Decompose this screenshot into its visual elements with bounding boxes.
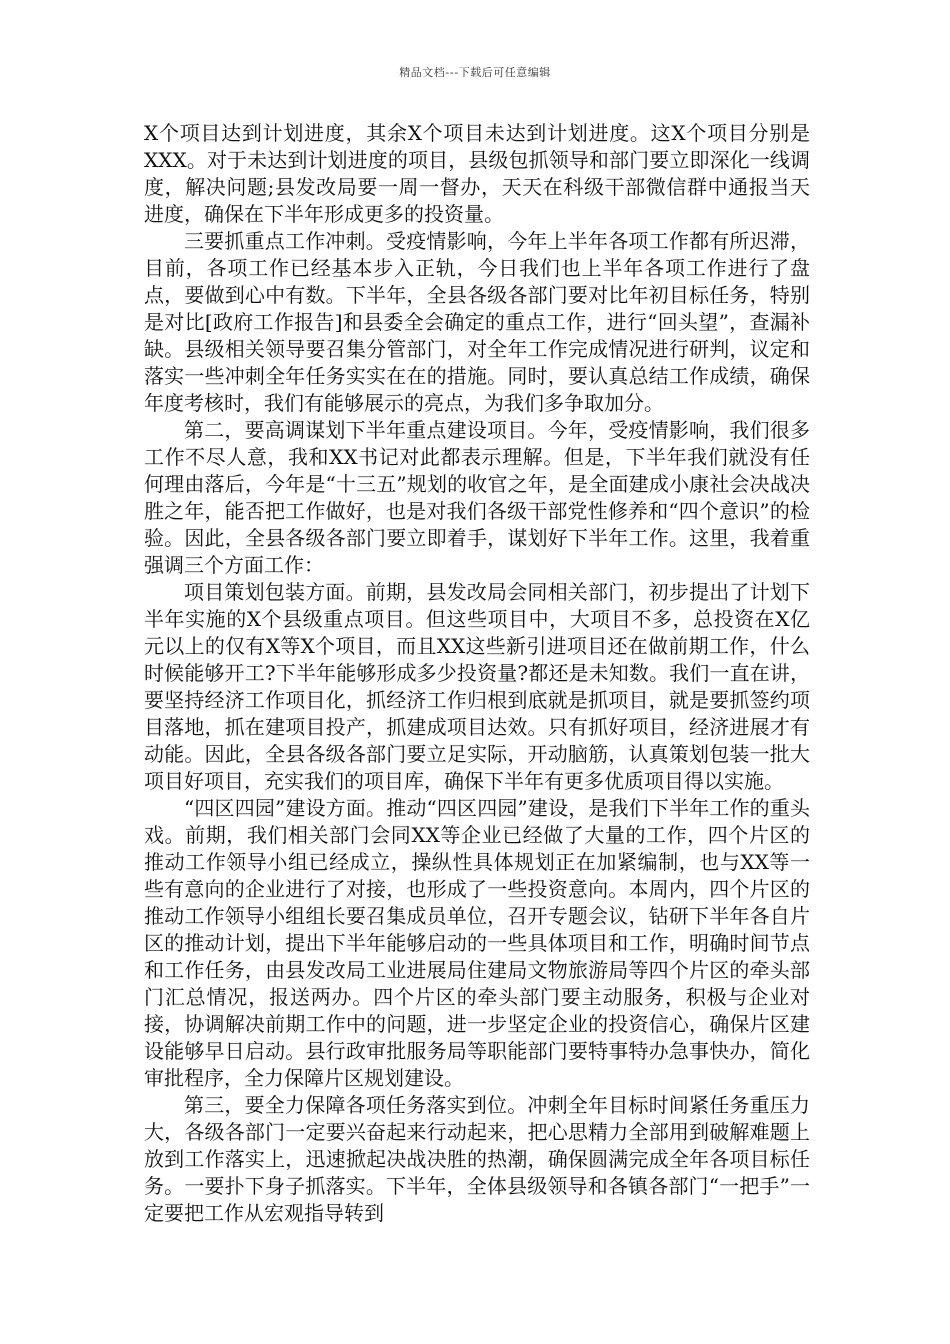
paragraph-continued: X个项目达到计划进度，其余X个项目未达到计划进度。这X个项目分别是XXX。对于未达到计划进度的项目，县级包抓领导和部门要立即深化一线调度，解决问题;县发改局要一周一督办，天天在科级干部微信群中通报当天进度，确保在下半年形成更多的投资量。: [144, 121, 810, 226]
paragraph-four-zones: “四区四园”建设方面。推动“四区四园”建设，是我们下半年工作的重头戏。前期，我们相关部门会同XX等企业已经做了大量的工作，四个片区的推动工作领导小组已经成立，操纵性具体规划正在加紧编制，也与XX等一些有意向的企业进行了对接，也形成了一些投资意向。本周内，四个片区的推动工作领导小组组长要召集成员单位，召开专题会议，钻研下半年各自片区的推动计划，提出下半年能够启动的一些具体项目和工作，明确时间节点和工作任务，由县发改局工业进展局住建局文物旅游局等四个片区的牵头部门汇总情况，报送两办。四个片区的牵头部门要主动服务，积极与企业对接，协调解决前期工作中的问题，进一步坚定企业的投资信心，确保片区建设能够早日启动。县行政审批服务局等职能部门要特事特办急事快办，简化审批程序，全力保障片区规划建设。: [144, 796, 810, 1090]
document-body: [144, 120, 810, 1227]
paragraph-project-planning: 项目策划包装方面。前期，县发改局会同相关部门，初步提出了计划下半年实施的X个县级重点项目。但这些项目中，大项目不多，总投资在X亿元以上的仅有X等X个项目，而且XX这些新引进项目还在做前期工作，什么时候能够开工?下半年能够形成多少投资量?都还是未知数。我们一直在讲，要坚持经济工作项目化，抓经济工作归根到底就是抓项目，就是要抓签约项目落地，抓在建项目投产，抓建成项目达效。只有抓好项目，经济进展才有动能。因此，全县各级各部门要立足实际，开动脑筋，认真策划包装一批大项目好项目，充实我们的项目库，确保下半年有更多优质项目得以实施。: [144, 580, 810, 793]
paragraph-third-point: 第三，要全力保障各项任务落实到位。冲刺全年目标时间紧任务重压力大，各级各部门一定要兴奋起来行动起来，把心思精力全部用到破解难题上放到工作落实上，迅速掀起决战决胜的热潮，确保圆满完成全年各项目标任务。一要扑下身子抓落实。下半年，全体县级领导和各镇各部门“一把手”一定要把工作从宏观指导转到: [144, 1093, 810, 1225]
paragraph-second-point: 第二，要高调谋划下半年重点建设项目。今年，受疫情影响，我们很多工作不尽人意，我和XX书记对此都表示理解。但是，下半年我们就没有任何理由落后，今年是“十三五”规划的收官之年，是全面建成小康社会决战决胜之年，能否把工作做好，也是对我们各级干部党性修养和“四个意识”的检验。因此，全县各级各部门要立即着手，谋划好下半年工作。这里，我着重强调三个方面工作：: [144, 418, 810, 577]
paragraph-key-work-sprint: 三要抓重点工作冲刺。受疫情影响，今年上半年各项工作都有所迟滞，目前，各项工作已经基本步入正轨，今日我们也上半年各项工作进行了盘点，要做到心中有数。下半年，全县各级各部门要对比年初目标任务，特别是对比[政府工作报告]和县委全会确定的重点工作，进行“回头望”，查漏补缺。县级相关领导要召集分管部门，对全年工作完成情况进行研判，议定和落实一些冲刺全年任务实实在在的措施。同时，要认真总结工作成绩，确保年度考核时，我们有能够展示的亮点，为我们多争取加分。: [144, 229, 810, 415]
page-header: 精品文档---下载后可任意编辑: [399, 66, 551, 79]
